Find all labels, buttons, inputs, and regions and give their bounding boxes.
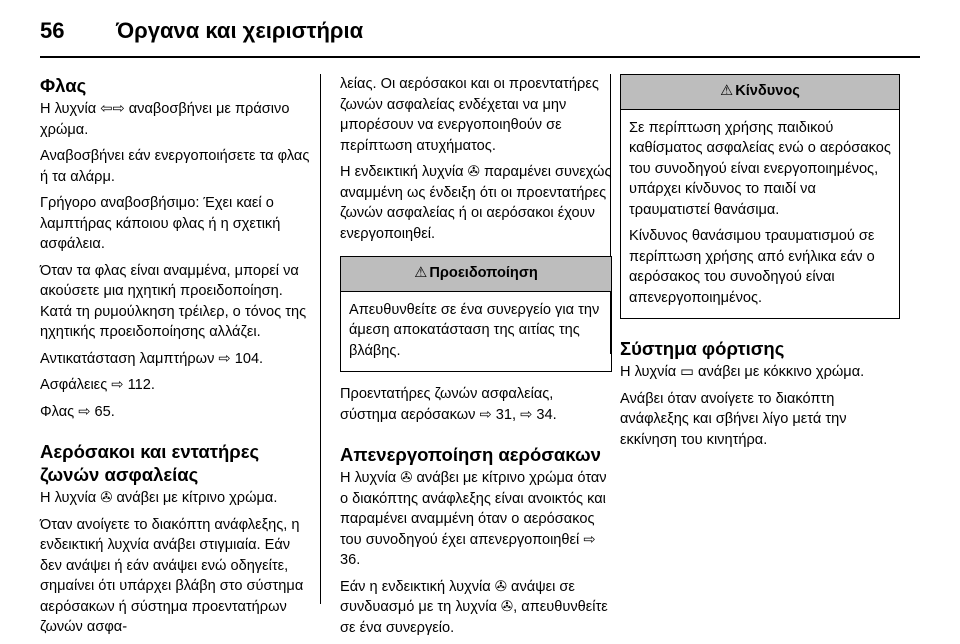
paragraph: Η λυχνία ▭ ανάβει με κόκκινο χρώμα. <box>620 364 865 380</box>
cross-reference: Ασφάλειες ⇨ 112. <box>40 377 155 393</box>
paragraph: Η λυχνία ✇ ανάβει με κίτρινο χρώμα όταν ο διακόπτης ανάφλεξης είναι ανοικτός και παραμένει αναμμένη όταν ο αερόσακος του συνοδηγού έχει απενεργοποιηθεί ⇨ 36. <box>340 470 607 568</box>
cross-reference: Προεντατήρες ζωνών ασφαλείας, σύστημα αερόσακων ⇨ 31, ⇨ 34. <box>340 386 557 423</box>
column-2 <box>340 74 612 644</box>
column-divider <box>320 74 321 604</box>
warning-triangle-icon: ⚠ <box>414 265 428 281</box>
paragraph: Ανάβει όταν ανοίγετε το διακόπτη ανάφλεξης και σβήνει λίγο μετά την εκκίνηση του κινητήρα. <box>620 390 847 448</box>
column-3 <box>620 74 900 456</box>
paragraph: Η ενδεικτική λυχνία ✇ παραμένει συνεχώς αναμμένη ως ένδειξη ότι οι προεντατήρες ζωνών ασφαλείας ή οι αερόσακοι έχουν ενεργοποιηθεί. <box>340 164 612 242</box>
warning-box-body <box>341 292 611 372</box>
paragraph: Η λυχνία ✇ ανάβει με κίτρινο χρώμα. <box>40 490 278 506</box>
page-header <box>40 14 920 54</box>
section-heading-charging: Σύστημα φόρτισης <box>620 338 785 359</box>
warning-box <box>340 256 612 372</box>
cross-reference: Αντικατάσταση λαμπτήρων ⇨ 104. <box>40 350 264 367</box>
danger-text: Κίνδυνος θανάσιμου τραυματισμού σε περίπτωση χρήσης από ενήλικα εάν ο αερόσακος του συνοδηγού είναι απενεργοποιημένος. <box>629 228 875 306</box>
warning-triangle-icon: ⚠ <box>720 83 734 99</box>
paragraph: Όταν ανοίγετε το διακόπτη ανάφλεξης, η ενδεικτική λυχνία ανάβει στιγμιαία. Εάν δεν ανάψει ή εάν ανάψει ενώ οδηγείτε, σημαίνει ότι υπάρχει βλάβη στο σύστημα αερόσακων ή σύστημα προεντατήρων ζωνών ασφα- <box>40 516 304 635</box>
section-heading-airbags: Αερόσακοι και εντατήρες ζωνών ασφαλείας <box>40 441 260 485</box>
warning-title: Προειδοποίηση <box>429 265 538 281</box>
paragraph: Όταν τα φλας είναι αναμμένα, μπορεί να ακούσετε μια ηχητική προειδοποίηση. Κατά τη ρυμούλκηση τρέιλερ, ο τόνος της ηχητικής προειδοποίησης αλλάζει. <box>40 262 307 340</box>
danger-box-header <box>621 75 899 110</box>
cross-reference: Φλας ⇨ 65. <box>40 403 115 420</box>
page-title: Όργανα και χειριστήρια <box>116 18 364 43</box>
paragraph: Εάν η ενδεικτική λυχνία ✇ ανάψει σε συνδυασμό με τη λυχνία ✇, απευθυνθείτε σε ένα συνεργείο. <box>340 578 608 636</box>
paragraph: Γρήγορο αναβοσβήσιμο: Έχει καεί ο λαμπτήρας κάποιου φλας ή η σχετική ασφάλεια. <box>40 195 281 252</box>
paragraph: λείας. Οι αερόσακοι και οι προεντατήρες ζωνών ασφαλείας ενδέχεται να μην μπορέσουν να ενεργοποιηθούν σε περίπτωση ατυχήματος. <box>340 76 599 154</box>
paragraph: Η λυχνία ⇦⇨ αναβοσβήνει με πράσινο χρώμα. <box>40 101 290 138</box>
section-heading-deactivation: Απενεργοποίηση αερόσακων <box>340 444 601 465</box>
danger-text: Σε περίπτωση χρήσης παιδικού καθίσματος ασφαλείας ενώ ο αερόσακος του συνοδηγού είναι ενεργοποιημένος, υπάρχει κίνδυνος το παιδί να τραυματιστεί θανάσιμα. <box>629 119 891 218</box>
paragraph: Αναβοσβήνει εάν ενεργοποιήσετε τα φλας ή τα αλάρμ. <box>40 148 310 185</box>
danger-box <box>620 74 900 319</box>
header-rule <box>40 56 920 58</box>
danger-box-body <box>621 110 899 319</box>
column-1 <box>40 74 312 644</box>
warning-text: Απευθυνθείτε σε ένα συνεργείο για την άμεση αποκατάσταση της αιτίας της βλάβης. <box>349 301 600 359</box>
section-heading-lights: Φλας <box>40 75 87 96</box>
page-number: 56 <box>40 18 65 43</box>
warning-box-header <box>341 257 611 292</box>
danger-title: Κίνδυνος <box>735 83 800 99</box>
